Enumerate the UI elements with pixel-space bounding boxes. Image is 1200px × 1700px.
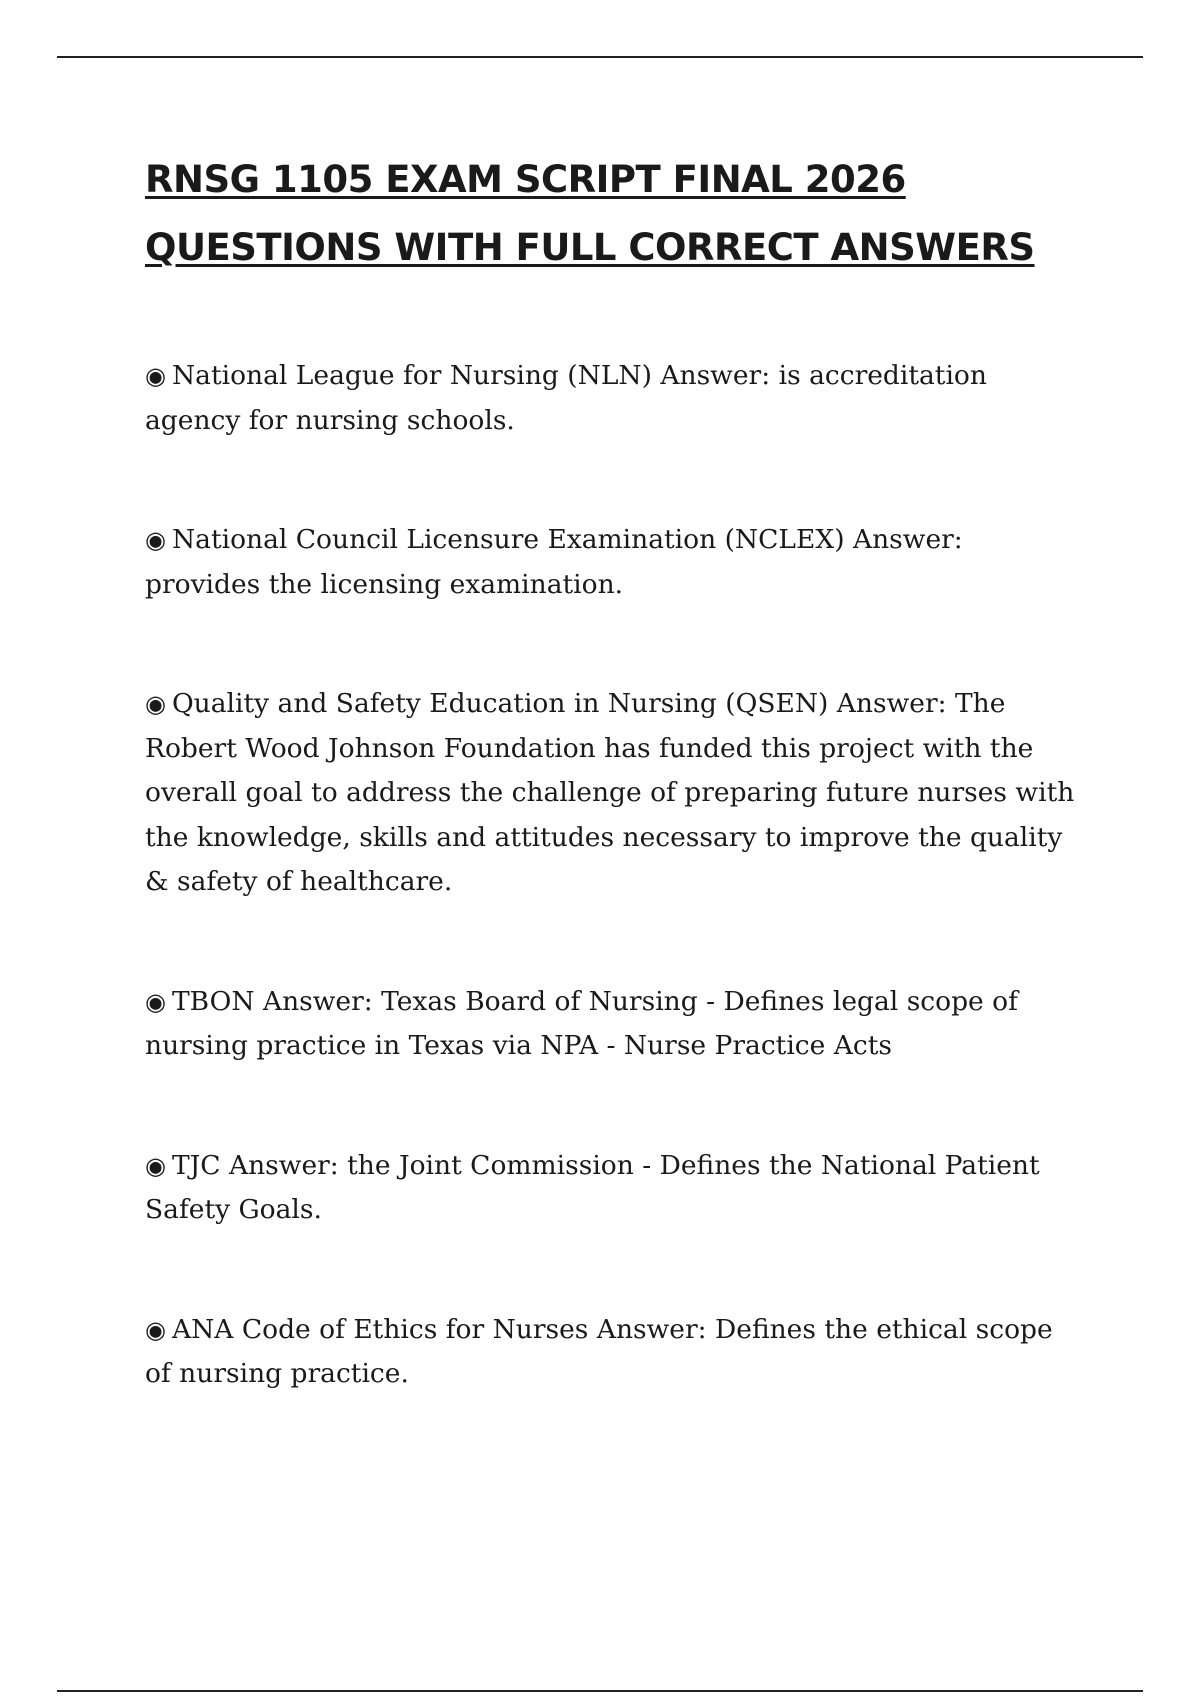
radio-bullet-icon: ◉: [145, 987, 166, 1016]
radio-bullet-icon: ◉: [145, 1315, 166, 1344]
qa-item-nln: [145, 354, 1085, 443]
question-text: ANA Code of Ethics for Nurses Answer:: [171, 1313, 707, 1345]
answer-text: Texas Board of Nursing - Defines legal scope of nursing practice in Texas via NPA - Nurse Practice Acts: [145, 985, 1018, 1061]
bottom-divider: [57, 1690, 1143, 1692]
qa-item-nclex: [145, 518, 1085, 607]
answer-text: The Robert Wood Johnson Foundation has funded this project with the overall goal to address the challenge of preparing future nurses with the knowledge, skills and attitudes necessary to improve the quality & safety of healthcare.: [145, 688, 1075, 897]
qa-item-qsen: [145, 682, 1085, 905]
answer-text: Defines the ethical scope of nursing practice.: [145, 1313, 1053, 1389]
question-text: National League for Nursing (NLN) Answer:: [171, 360, 771, 391]
question-text: TBON Answer:: [171, 985, 373, 1017]
document-title: [145, 146, 1105, 282]
radio-bullet-icon: ◉: [145, 690, 166, 718]
answer-text: provides the licensing examination.: [145, 568, 624, 600]
question-text: Quality and Safety Education in Nursing (QSEN) Answer:: [171, 688, 947, 719]
radio-bullet-icon: ◉: [145, 362, 166, 390]
question-text: TJC Answer:: [171, 1149, 339, 1181]
title-line-1: RNSG 1105 EXAM SCRIPT FINAL 2026: [145, 158, 906, 201]
question-text: National Council Licensure Examination (NCLEX) Answer:: [171, 524, 963, 555]
radio-bullet-icon: ◉: [145, 1151, 166, 1180]
answer-text: the Joint Commission - Defines the National Patient Safety Goals.: [145, 1149, 1040, 1225]
title-line-2: QUESTIONS WITH FULL CORRECT ANSWERS: [145, 226, 1035, 269]
top-divider: [57, 56, 1143, 58]
qa-list: [145, 354, 1085, 1397]
qa-item-tjc: [145, 1144, 1085, 1233]
qa-item-ana: [145, 1308, 1085, 1397]
answer-text: is accreditation agency for nursing schools.: [145, 360, 987, 436]
radio-bullet-icon: ◉: [145, 526, 166, 554]
qa-item-tbon: [145, 980, 1085, 1069]
